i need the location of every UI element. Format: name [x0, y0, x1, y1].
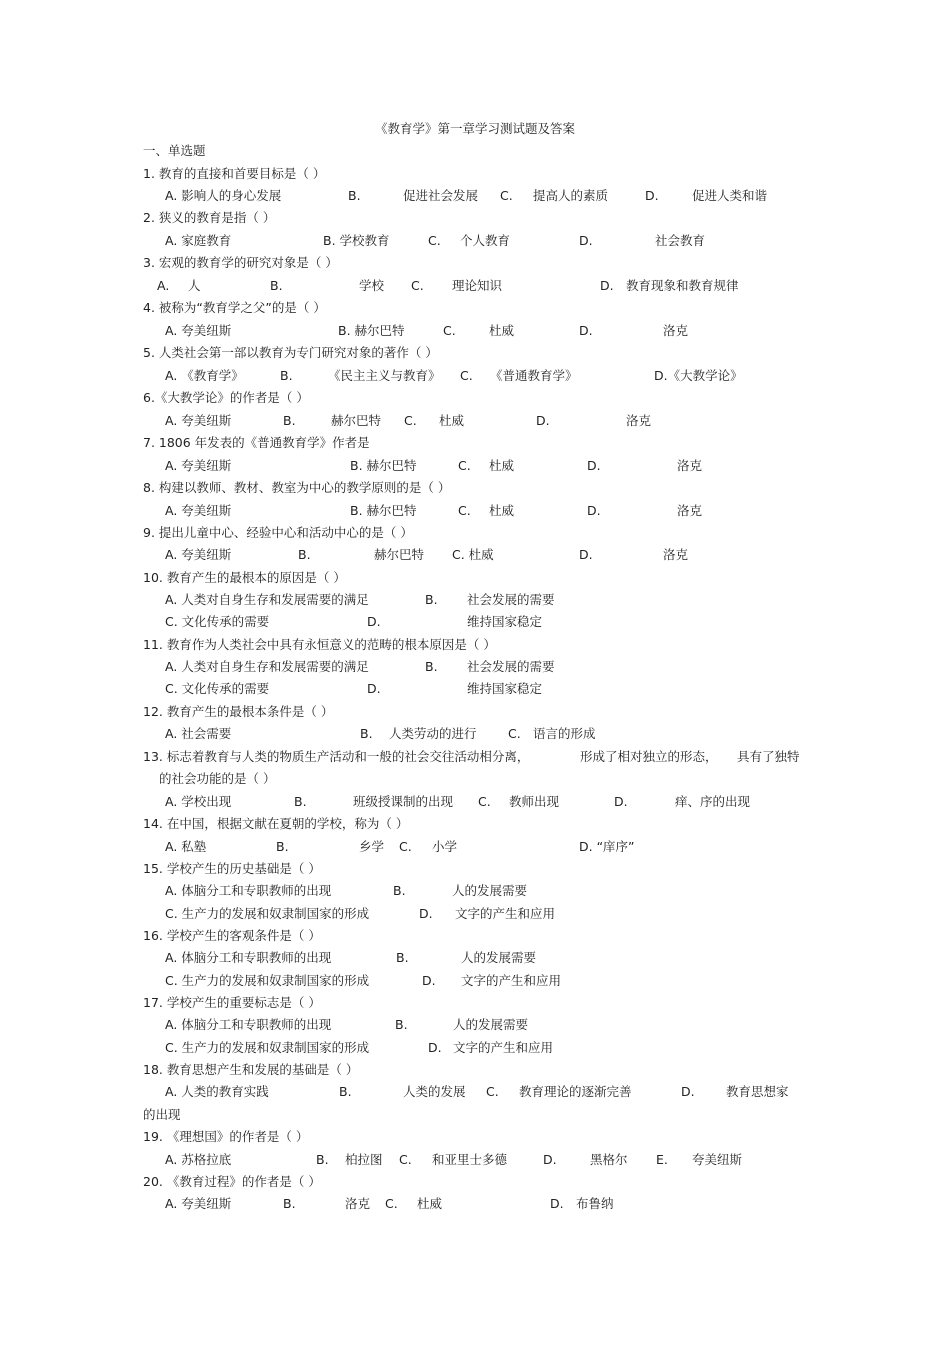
line-segment: 杜威	[439, 413, 465, 428]
line-segment: 杜威	[417, 1196, 443, 1211]
line-segment: D.	[536, 413, 550, 428]
question-line	[0, 816, 950, 832]
line-segment: C.	[458, 503, 471, 518]
line-segment: 9. 提出儿童中心、经验中心和活动中心的是（ ）	[143, 525, 413, 540]
line-segment: A. 夸美纽斯	[165, 458, 232, 473]
question-line	[0, 839, 950, 855]
question-line	[0, 1017, 950, 1033]
line-segment: A.	[157, 278, 170, 293]
question-line	[0, 950, 950, 966]
line-segment: 19. 《理想国》的作者是（ ）	[143, 1129, 309, 1144]
question-line	[0, 659, 950, 675]
line-segment: C.	[508, 726, 521, 741]
line-segment: A. 夸美纽斯	[165, 1196, 232, 1211]
line-segment: D.《大教学论》	[654, 368, 743, 383]
question-line	[0, 614, 950, 630]
line-segment: 维持国家稳定	[467, 614, 543, 629]
line-segment: 6.《大教学论》的作者是（ ）	[143, 390, 309, 405]
line-segment: C.	[428, 233, 441, 248]
line-segment: B.	[360, 726, 373, 741]
question-line	[0, 278, 950, 294]
line-segment: A. 社会需要	[165, 726, 232, 741]
line-segment: D. “庠序”	[579, 839, 635, 854]
line-segment: 《普通教育学》	[490, 368, 578, 383]
line-segment: A. 影响人的身心发展	[165, 188, 282, 203]
line-segment: B. 赫尔巴特	[338, 323, 405, 338]
line-segment: 教育现象和教育规律	[626, 278, 739, 293]
line-segment: C.	[500, 188, 513, 203]
line-segment: C. 杜威	[452, 547, 494, 562]
line-segment: 痒、序的出现	[675, 794, 751, 809]
line-segment: A. 人类对自身生存和发展需要的满足	[165, 592, 369, 607]
line-segment: C. 文化传承的需要	[165, 681, 270, 696]
line-segment: D.	[587, 458, 601, 473]
question-line	[0, 906, 950, 922]
line-segment: A. 夸美纽斯	[165, 547, 232, 562]
line-segment: C. 生产力的发展和奴隶制国家的形成	[165, 973, 370, 988]
line-segment: 2. 狭义的教育是指（ ）	[143, 210, 276, 225]
line-segment: 社会教育	[655, 233, 706, 248]
line-segment: 10. 教育产生的最根本的原因是（ ）	[143, 570, 346, 585]
line-segment: 洛克	[663, 323, 689, 338]
question-line	[0, 1196, 950, 1212]
line-segment: 社会发展的需要	[467, 592, 555, 607]
line-segment: C.	[404, 413, 417, 428]
question-line	[0, 300, 950, 316]
line-segment: 洛克	[663, 547, 689, 562]
line-segment: D.	[681, 1084, 695, 1099]
line-segment: B.	[276, 839, 289, 854]
line-segment: C.	[399, 839, 412, 854]
line-segment: A. 人类的教育实践	[165, 1084, 269, 1099]
line-segment: 人的发展需要	[452, 883, 528, 898]
section-heading: 一、单选题	[143, 143, 206, 158]
line-segment: 18. 教育思想产生和发展的基础是（ ）	[143, 1062, 359, 1077]
line-segment: A. 夸美纽斯	[165, 413, 232, 428]
line-segment: 促进社会发展	[403, 188, 479, 203]
line-segment: 杜威	[489, 458, 515, 473]
question-line	[0, 883, 950, 899]
line-segment: 具有了独特	[737, 749, 800, 764]
line-segment: 赫尔巴特	[331, 413, 382, 428]
question-line	[0, 345, 950, 361]
question-line	[0, 166, 950, 182]
line-segment: B.	[283, 413, 296, 428]
line-segment: 形成了相对独立的形态，	[580, 749, 718, 764]
line-segment: 维持国家稳定	[467, 681, 543, 696]
question-line	[0, 458, 950, 474]
line-segment: 教育思想家	[726, 1084, 789, 1099]
line-segment: A. 家庭教育	[165, 233, 232, 248]
line-segment: 洛克	[677, 503, 703, 518]
question-line	[0, 592, 950, 608]
line-segment: D.	[579, 323, 593, 338]
line-segment: D.	[579, 547, 593, 562]
line-segment: 杜威	[489, 503, 515, 518]
line-segment: 《民主主义与教育》	[328, 368, 441, 383]
line-segment: 个人教育	[460, 233, 511, 248]
line-segment: D.	[419, 906, 433, 921]
line-segment: B.	[348, 188, 361, 203]
question-line	[0, 547, 950, 563]
line-segment: B.	[298, 547, 311, 562]
line-segment: C. 生产力的发展和奴隶制国家的形成	[165, 1040, 370, 1055]
line-segment: 杜威	[489, 323, 515, 338]
question-line	[0, 1152, 950, 1168]
line-segment: 20. 《教育过程》的作者是（ ）	[143, 1174, 321, 1189]
line-segment: C.	[458, 458, 471, 473]
question-line	[0, 1174, 950, 1190]
line-segment: D.	[579, 233, 593, 248]
question-line	[0, 749, 950, 765]
line-segment: 14. 在中国，根据文献在夏朝的学校，称为（ ）	[143, 816, 409, 831]
line-segment: B.	[270, 278, 283, 293]
line-segment: C.	[478, 794, 491, 809]
line-segment: 人类劳动的进行	[389, 726, 477, 741]
line-segment: B.	[425, 592, 438, 607]
question-line	[0, 503, 950, 519]
question-line	[0, 188, 950, 204]
line-segment: E.	[656, 1152, 668, 1167]
line-segment: A. 私塾	[165, 839, 207, 854]
line-segment: C. 文化传承的需要	[165, 614, 270, 629]
line-segment: 学校	[359, 278, 385, 293]
line-segment: D.	[587, 503, 601, 518]
line-segment: 人的发展需要	[461, 950, 537, 965]
line-segment: 的社会功能的是（ ）	[159, 771, 276, 786]
line-segment: 11. 教育作为人类社会中具有永恒意义的范畴的根本原因是（ ）	[143, 637, 496, 652]
line-segment: B. 赫尔巴特	[350, 458, 417, 473]
question-line	[0, 681, 950, 697]
question-line	[0, 368, 950, 384]
question-line	[0, 861, 950, 877]
line-segment: 5. 人类社会第一部以教育为专门研究对象的著作（ ）	[143, 345, 438, 360]
question-line	[0, 1107, 950, 1123]
line-segment: B.	[395, 1017, 408, 1032]
question-line	[0, 1129, 950, 1145]
line-segment: 13. 标志着教育与人类的物质生产活动和一般的社会交往活动相分离，	[143, 749, 530, 764]
line-segment: 的出现	[143, 1107, 181, 1122]
question-line	[0, 255, 950, 271]
line-segment: B.	[316, 1152, 329, 1167]
question-line	[0, 995, 950, 1011]
question-line	[0, 726, 950, 742]
line-segment: C. 生产力的发展和奴隶制国家的形成	[165, 906, 370, 921]
line-segment: 理论知识	[452, 278, 503, 293]
line-segment: 4. 被称为“教育学之父”的是（ ）	[143, 300, 326, 315]
question-line	[0, 973, 950, 989]
line-segment: C.	[399, 1152, 412, 1167]
question-line	[0, 210, 950, 226]
line-segment: B. 赫尔巴特	[350, 503, 417, 518]
line-segment: C.	[460, 368, 473, 383]
line-segment: 文字的产生和应用	[453, 1040, 554, 1055]
question-line	[0, 525, 950, 541]
question-line	[0, 1084, 950, 1100]
line-segment: 17. 学校产生的重要标志是（ ）	[143, 995, 321, 1010]
line-segment: A. 夸美纽斯	[165, 323, 232, 338]
line-segment: B.	[294, 794, 307, 809]
line-segment: 洛克	[626, 413, 652, 428]
line-segment: A. 体脑分工和专职教师的出现	[165, 883, 332, 898]
question-line	[0, 928, 950, 944]
line-segment: 乡学	[359, 839, 385, 854]
line-segment: 12. 教育产生的最根本条件是（ ）	[143, 704, 334, 719]
line-segment: 夸美纽斯	[692, 1152, 743, 1167]
line-segment: 和亚里士多德	[432, 1152, 508, 1167]
line-segment: 班级授课制的出现	[353, 794, 454, 809]
line-segment: A. 人类对自身生存和发展需要的满足	[165, 659, 369, 674]
line-segment: A. 体脑分工和专职教师的出现	[165, 950, 332, 965]
line-segment: D.	[645, 188, 659, 203]
line-segment: 16. 学校产生的客观条件是（ ）	[143, 928, 321, 943]
line-segment: 教育理论的逐渐完善	[519, 1084, 632, 1099]
line-segment: 人	[188, 278, 201, 293]
line-segment: A. 体脑分工和专职教师的出现	[165, 1017, 332, 1032]
question-line	[0, 704, 950, 720]
line-segment: 1. 教育的直接和首要目标是（ ）	[143, 166, 326, 181]
question-line	[0, 480, 950, 496]
line-segment: A. 学校出现	[165, 794, 232, 809]
question-line	[0, 413, 950, 429]
question-line	[0, 570, 950, 586]
line-segment: D.	[614, 794, 628, 809]
question-line	[0, 1062, 950, 1078]
line-segment: 8. 构建以教师、教材、教室为中心的教学原则的是（ ）	[143, 480, 451, 495]
line-segment: D.	[367, 681, 381, 696]
line-segment: B.	[396, 950, 409, 965]
line-segment: 7. 1806 年发表的《普通教育学》作者是	[143, 435, 370, 450]
line-segment: B.	[283, 1196, 296, 1211]
line-segment: B.	[393, 883, 406, 898]
line-segment: 人类的发展	[403, 1084, 466, 1099]
question-line	[0, 771, 950, 787]
line-segment: 教师出现	[509, 794, 560, 809]
line-segment: A. 夸美纽斯	[165, 503, 232, 518]
line-segment: C.	[411, 278, 424, 293]
line-segment: 文字的产生和应用	[455, 906, 556, 921]
line-segment: D.	[600, 278, 614, 293]
line-segment: 布鲁纳	[576, 1196, 614, 1211]
line-segment: A. 《教育学》	[165, 368, 244, 383]
line-segment: 语言的形成	[533, 726, 596, 741]
question-line	[0, 233, 950, 249]
document-title: 《教育学》第一章学习测试题及答案	[374, 121, 575, 136]
line-segment: 柏拉图	[345, 1152, 383, 1167]
line-segment: D.	[543, 1152, 557, 1167]
line-segment: B.	[339, 1084, 352, 1099]
line-segment: 洛克	[345, 1196, 371, 1211]
line-segment: A. 苏格拉底	[165, 1152, 232, 1167]
line-segment: 赫尔巴特	[374, 547, 425, 562]
line-segment: 洛克	[677, 458, 703, 473]
line-segment: D.	[367, 614, 381, 629]
line-segment: D.	[428, 1040, 442, 1055]
question-line	[0, 323, 950, 339]
line-segment: 社会发展的需要	[467, 659, 555, 674]
line-segment: B.	[280, 368, 293, 383]
line-segment: 3. 宏观的教育学的研究对象是（ ）	[143, 255, 338, 270]
question-line	[0, 794, 950, 810]
line-segment: 提高人的素质	[533, 188, 609, 203]
line-segment: C.	[385, 1196, 398, 1211]
question-line	[0, 637, 950, 653]
line-segment: D.	[550, 1196, 564, 1211]
question-line	[0, 435, 950, 451]
line-segment: B.	[425, 659, 438, 674]
line-segment: 黑格尔	[590, 1152, 628, 1167]
question-line	[0, 390, 950, 406]
line-segment: 小学	[432, 839, 458, 854]
line-segment: 15. 学校产生的历史基础是（ ）	[143, 861, 321, 876]
line-segment: 文字的产生和应用	[461, 973, 562, 988]
line-segment: D.	[422, 973, 436, 988]
line-segment: C.	[443, 323, 456, 338]
line-segment: B. 学校教育	[323, 233, 390, 248]
line-segment: 促进人类和谐	[692, 188, 768, 203]
line-segment: 人的发展需要	[453, 1017, 529, 1032]
line-segment: C.	[486, 1084, 499, 1099]
question-line	[0, 1040, 950, 1056]
